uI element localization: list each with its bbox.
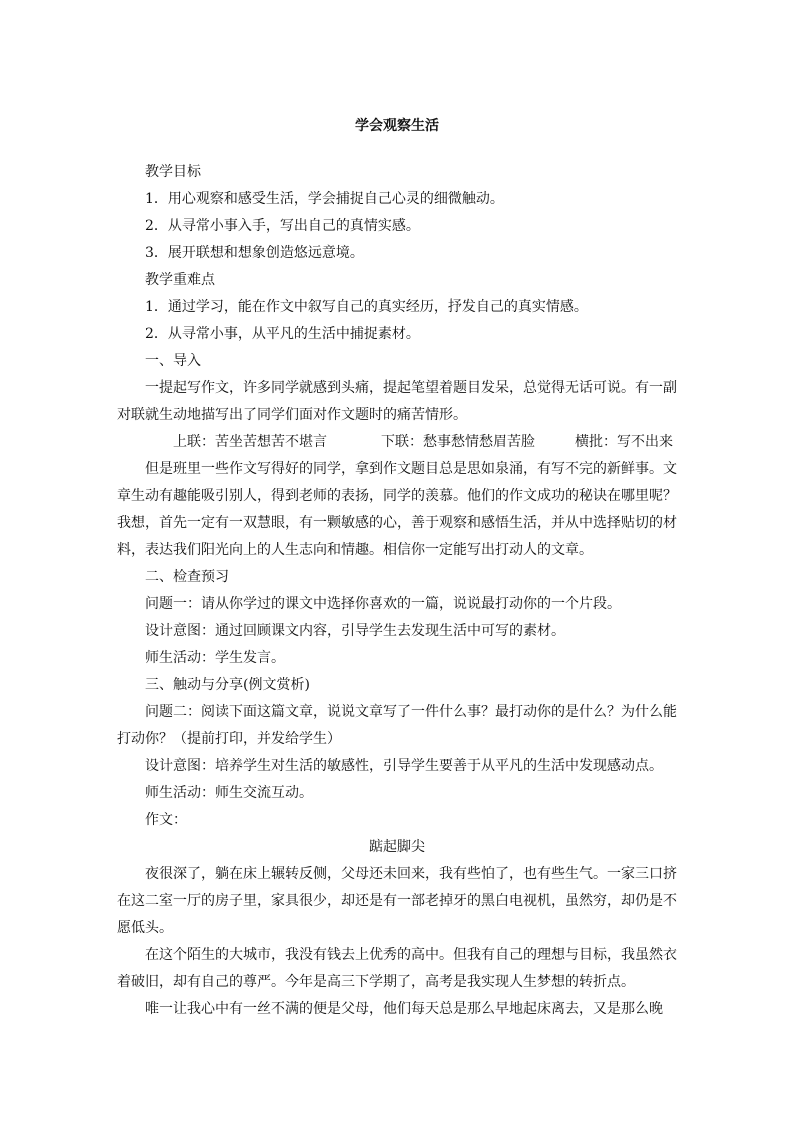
share-heading: 三、触动与分享(例文赏析) [145,677,310,693]
preview-heading: 二、检查预习 [145,569,229,585]
activity-one: 师生活动：学生发言。 [145,650,285,666]
key-point-item: 2．从寻常小事，从平凡的生活中捕捉素材。 [145,326,420,342]
couplet-line [117,429,677,456]
key-points-heading: 教学重难点 [145,272,215,288]
design-intent-one: 设计意图：通过回顾课文内容，引导学生去发现生活中可写的素材。 [145,623,565,639]
document-body [117,159,677,1023]
essay-title: 踮起脚尖 [369,839,425,855]
page-title: 学会观察生活 [355,118,439,134]
goals-heading: 教学目标 [145,164,201,180]
goal-item: 1．用心观察和感受生活，学会捕捉自己心灵的细微触动。 [145,191,504,207]
intro-paragraph-2: 但是班里一些作文写得好的同学，拿到作文题目总是思如泉涌，有写不完的新鲜事。文章生动有趣能吸引别人，得到老师的表扬，同学的羡慕。他们的作文成功的秘诀在哪里呢？我想，首先一定有一双慧眼，有一颗敏感的心，善于观察和感悟生活，并从中选择贴切的材料，表达我们阳光向上的人生志向和情趣。相信你一定能写出打动人的文章。 [117,461,677,558]
essay-paragraph: 夜很深了，躺在床上辗转反侧，父母还未回来，我有些怕了，也有些生气。一家三口挤在这二室一厅的房子里，家具很少，却还是有一部老掉牙的黑白电视机，虽然穷，却仍是不愿低头。 [117,866,677,936]
goal-item: 3．展开联想和想象创造悠远意境。 [145,245,364,261]
goal-item: 2．从寻常小事入手，写出自己的真情实感。 [145,218,420,234]
couplet-horizontal: 横批：写不出来 [575,434,673,450]
activity-two: 师生活动：师生交流互动。 [145,785,313,801]
intro-paragraph: 一提起写作文，许多同学就感到头痛，提起笔望着题目发呆，总觉得无话可说。有一副对联就生动地描写出了同学们面对作文题时的痛苦情形。 [117,380,677,423]
key-point-item: 1．通过学习，能在作文中叙写自己的真实经历，抒发自己的真实情感。 [145,299,588,315]
question-one: 问题一：请从你学过的课文中选择你喜欢的一篇，说说最打动你的一个片段。 [145,596,621,612]
couplet-lower: 下联：愁事愁情愁眉苦脸 [381,434,535,450]
question-two: 问题二：阅读下面这篇文章，说说文章写了一件什么事？最打动你的是什么？为什么能打动你？（提前打印，并发给学生） [117,704,677,747]
couplet-upper: 上联：苦坐苦想苦不堪言 [173,434,327,450]
design-intent-two: 设计意图：培养学生对生活的敏感性，引导学生要善于从平凡的生活中发现感动点。 [145,758,663,774]
essay-paragraph: 唯一让我心中有一丝不满的便是父母，他们每天总是那么早地起床离去，又是那么晚 [145,1001,663,1017]
essay-label: 作文： [145,812,187,828]
essay-paragraph: 在这个陌生的大城市，我没有钱去上优秀的高中。但我有自己的理想与目标，我虽然衣着破旧，却有自己的尊严。今年是高三下学期了，高考是我实现人生梦想的转折点。 [117,947,677,990]
intro-heading: 一、导入 [145,353,201,369]
